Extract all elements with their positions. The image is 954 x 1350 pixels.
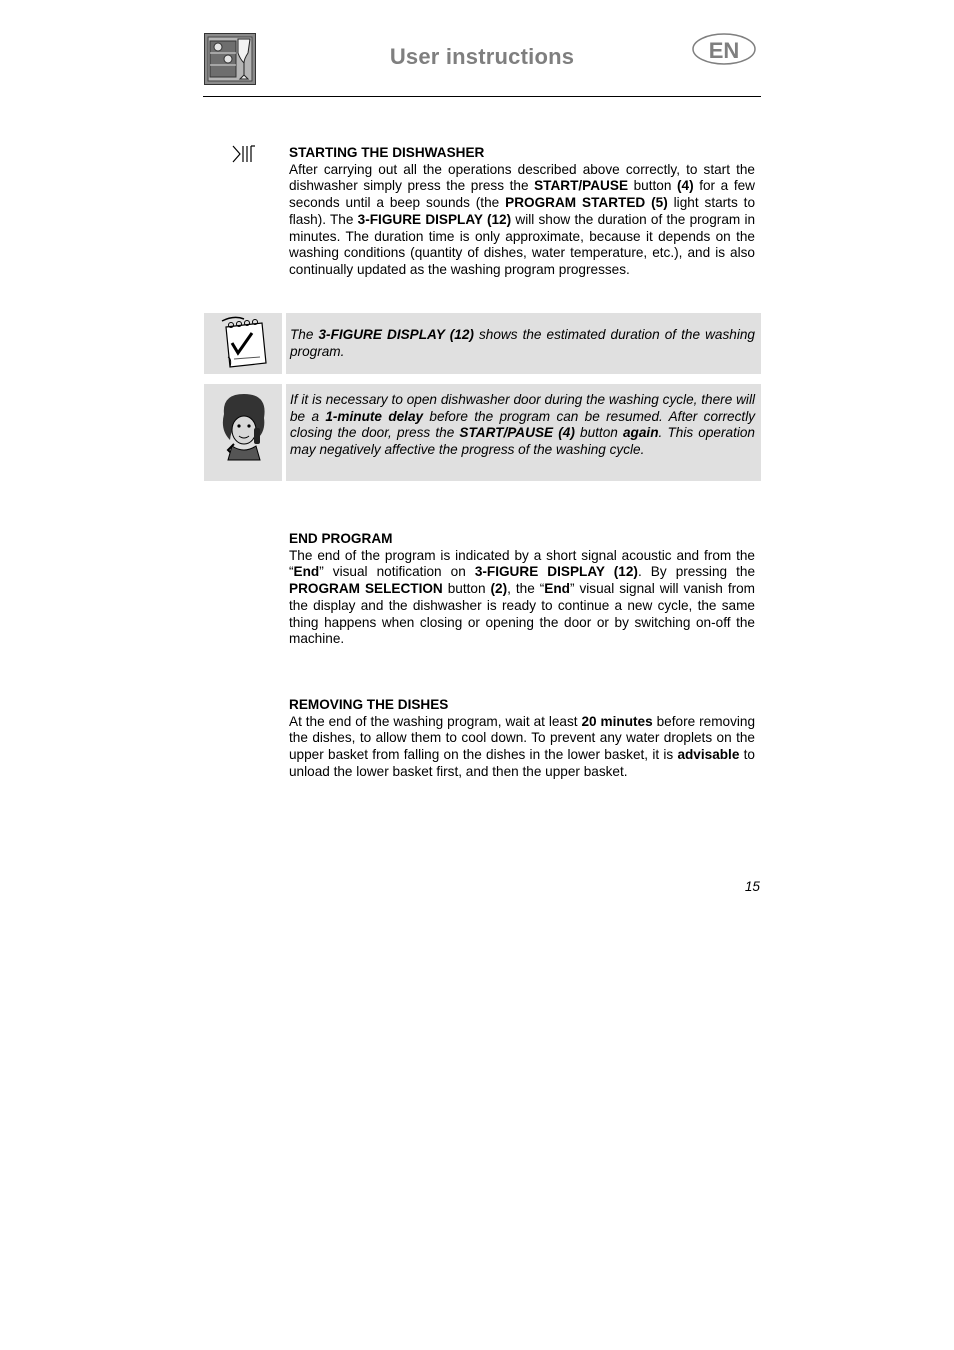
note-display-duration <box>204 313 761 374</box>
note-icon-box <box>204 313 282 374</box>
language-badge <box>691 32 757 66</box>
page-header <box>203 30 761 97</box>
section-heading: END PROGRAM <box>289 531 393 546</box>
page-number: 15 <box>744 879 760 894</box>
section-heading: REMOVING THE DISHES <box>289 697 449 712</box>
checklist-icon <box>204 313 282 374</box>
note-door-open-delay <box>204 384 761 481</box>
note-text: If it is necessary to open dishwasher door during the washing cycle, there will be a 1-minute delay before the program can be resumed. After correctly closing the door, press the START/PAUSE (4) button again. This operation may negatively affective the progress of the washing cycle. <box>286 384 761 481</box>
start-program-icon <box>232 144 256 164</box>
section-heading: STARTING THE DISHWASHER <box>289 145 485 160</box>
section-end-program <box>289 531 755 648</box>
section-body: At the end of the washing program, wait at least 20 minutes before removing the dishes, to allow them to cool down. To prevent any water droplets on the upper basket from falling on the dishes in the lower basket, it is advisable to unload the lower basket first, and then the upper basket. <box>289 713 756 779</box>
page-title: User instructions <box>389 44 575 69</box>
section-removing-dishes <box>289 697 755 781</box>
note-text: The 3-FIGURE DISPLAY (12) shows the estimated duration of the washing program. <box>286 313 761 374</box>
section-body: After carrying out all the operations described above correctly, to start the dishwasher simply press the press the START/PAUSE button (4) for a few seconds until a beep sounds (the PROGRAM STARTED (5) light starts to flash). The 3-FIGURE DISPLAY (12) will show the duration of the program in minutes. The duration time is only approximate, because it depends on the washing conditions (quantity of dishes, water temperature, etc.), and is also continually updated as the washing program progresses. <box>289 161 756 277</box>
note-icon-box <box>204 384 282 481</box>
woman-phone-icon <box>204 384 282 481</box>
language-code: EN <box>708 38 740 63</box>
section-starting-dishwasher <box>289 145 755 279</box>
section-body: The end of the program is indicated by a short signal acoustic and from the “End” visual notification on 3-FIGURE DISPLAY (12). By pressing the PROGRAM SELECTION button (2), the “End” visual signal will vanish from the display and the dishwasher is ready to continue a new cycle, the same thing happens when closing or opening the door or by switching on-off the machine. <box>289 547 756 647</box>
